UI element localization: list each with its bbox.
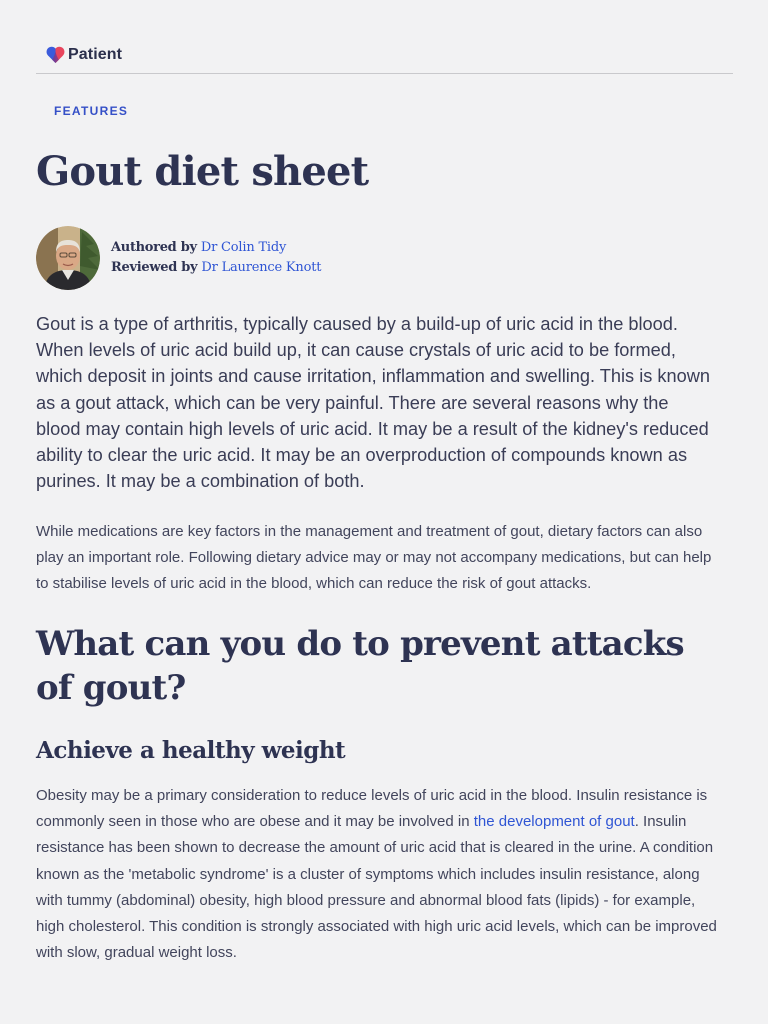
article-page: [36, 0, 733, 962]
author-avatar: [36, 226, 100, 290]
weight-text-after: . Insulin resistance has been shown to decrease the amount of uric acid that is cleared in the urine. A condition known as the 'metabolic syndrome' is a cluster of symptoms which includes insulin resistance, along with tummy (abdominal) obesity, high blood pressure and abnormal blood fats (lipids) - for example, high cholesterol. This condition is strongly associated with high uric acid levels, which can be improved with slow, gradual weight loss.: [36, 813, 717, 962]
logo-text: Patient: [68, 46, 123, 63]
site-header: [36, 0, 733, 74]
intro-paragraph: While medications are key factors in the management and treatment of gout, dietary factors can also play an important role. Following dietary advice may or may not accompany medications, but can help to stabilise levels of uric acid in the blood, which can reduce the risk of gout attacks.: [36, 523, 712, 593]
subheading-healthy-weight: Achieve a healthy weight: [36, 737, 346, 764]
reviewed-line: [111, 258, 321, 278]
weight-paragraph: [36, 783, 726, 966]
authored-line: [111, 238, 321, 258]
section-label[interactable]: FEATURES: [54, 104, 129, 118]
author-link[interactable]: Dr Colin Tidy: [200, 240, 287, 255]
development-of-gout-link[interactable]: the development of gout: [473, 813, 635, 831]
reviewer-link[interactable]: Dr Laurence Knott: [201, 260, 322, 275]
site-logo[interactable]: [46, 46, 122, 64]
weight-text-before: Obesity may be a primary consideration to reduce levels of uric acid in the blood. Insulin resistance is commonly seen in those who are obese and it may be involved in: [36, 787, 708, 831]
lead-paragraph: Gout is a type of arthritis, typically caused by a build-up of uric acid in the blood. When levels of uric acid build up, it can cause crystals of uric acid to be formed, which deposit in joints and cause irritation, inflammation and swelling. This is known as a gout attack, which can be very painful. There are several reasons why the blood may contain high levels of uric acid. It may be a result of the kidney's reduced ability to clear the uric acid. It may be an overproduction of compounds known as purines. It may be a combination of both.: [36, 314, 710, 492]
reviewed-label: Reviewed by: [111, 260, 198, 275]
heart-logo-icon: [46, 46, 65, 64]
section-heading: What can you do to prevent attacks of gout?: [36, 624, 684, 708]
author-credits: [111, 238, 321, 278]
author-block: [36, 226, 321, 290]
authored-label: Authored by: [111, 240, 197, 255]
page-title: Gout diet sheet: [36, 148, 369, 195]
